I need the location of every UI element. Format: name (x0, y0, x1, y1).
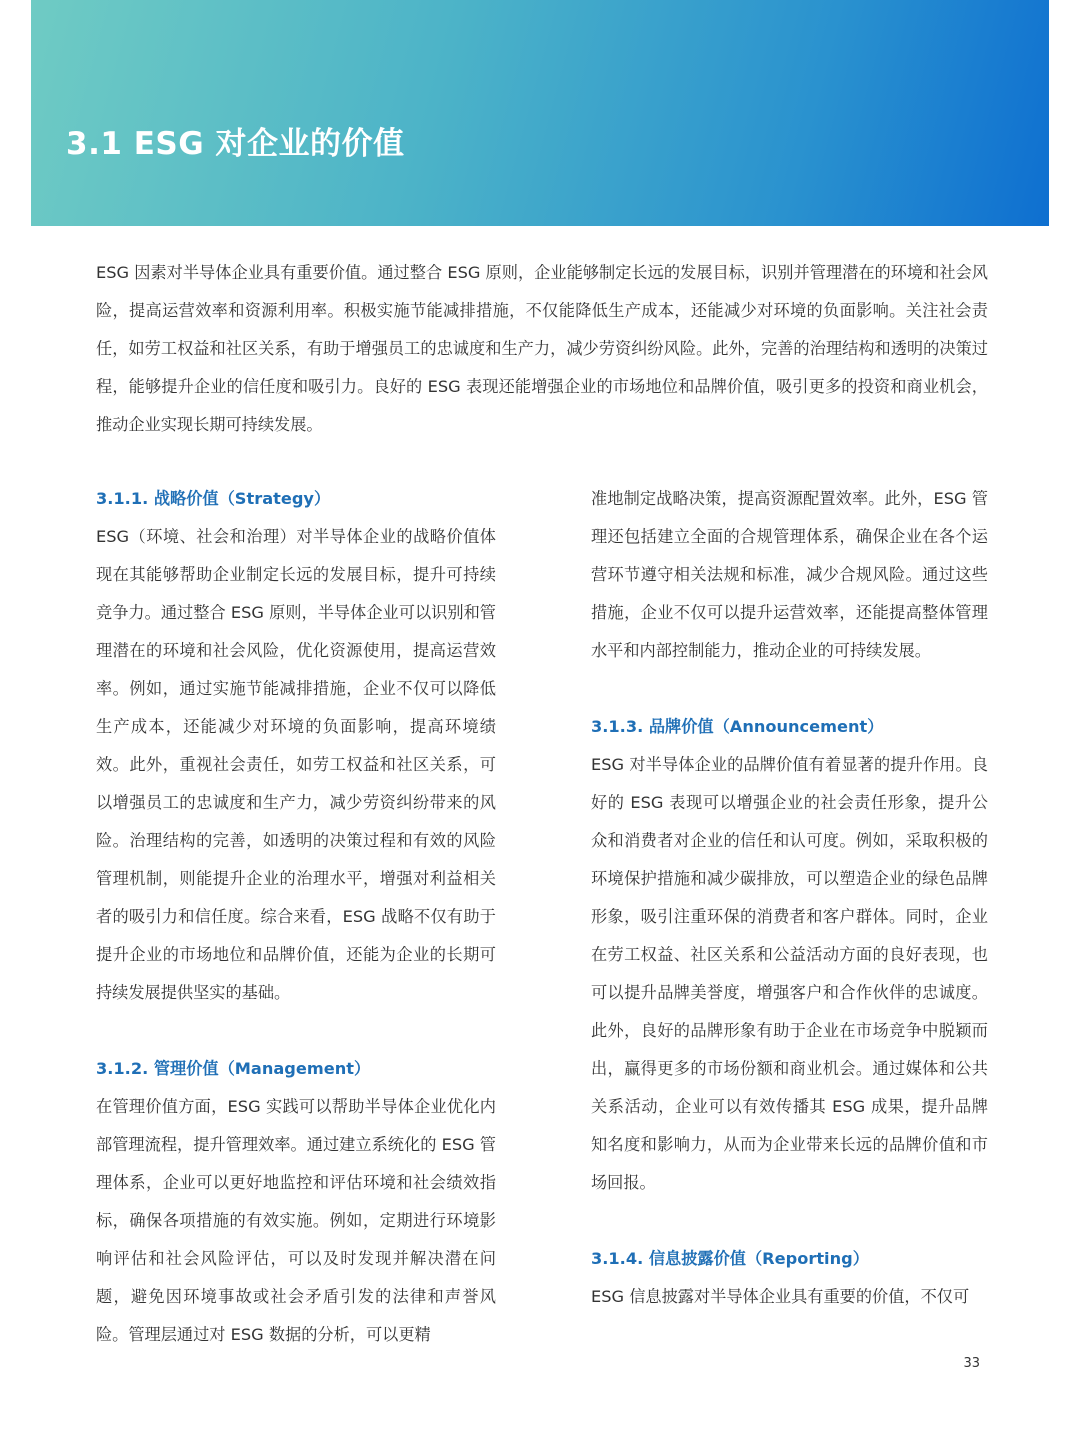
section-body-strategy: ESG（环境、社会和治理）对半导体企业的战略价值体现在其能够帮助企业制定长远的发展目标，提升可持续竞争力。通过整合 ESG 原则，半导体企业可以识别和管理潜在的环境和社会风险，优化资源使用，提高运营效率。例如，通过实施节能减排措施，企业不仅可以降低生产成本，还能减少对环境的负面影响，提高环境绩效。此外，重视社会责任，如劳工权益和社区关系，可以增强员工的忠诚度和生产力，减少劳资纠纷带来的风险。治理结构的完善，如透明的决策过程和有效的风险管理机制，则能提升企业的治理水平，增强对利益相关者的吸引力和信任度。综合来看，ESG 战略不仅有助于提升企业的市场地位和品牌价值，还能为企业的长期可持续发展提供坚实的基础。 (96, 527, 496, 1002)
section-heading-brand: 3.1.3. 品牌价值（Announcement） (591, 717, 884, 736)
section-heading-strategy: 3.1.1. 战略价值（Strategy） (96, 489, 331, 508)
intro-paragraph: ESG 因素对半导体企业具有重要价值。通过整合 ESG 原则，企业能够制定长远的发展目标，识别并管理潜在的环境和社会风险，提高运营效率和资源利用率。积极实施节能减排措施，不仅能降低生产成本，还能减少对环境的负面影响。关注社会责任，如劳工权益和社区关系，有助于增强员工的忠诚度和生产力，减少劳资纠纷风险。此外，完善的治理结构和透明的决策过程，能够提升企业的信任度和吸引力。良好的 ESG 表现还能增强企业的市场地位和品牌价值，吸引更多的投资和商业机会，推动企业实现长期可持续发展。 (96, 263, 988, 434)
page-number: 33 (963, 1356, 980, 1371)
page-title: 3.1 ESG 对企业的价值 (66, 126, 405, 162)
section-body-management: 在管理价值方面，ESG 实践可以帮助半导体企业优化内部管理流程，提升管理效率。通过建立系统化的 ESG 管理体系，企业可以更好地监控和评估环境和社会绩效指标，确保各项措施的有效实施。例如，定期进行环境影响评估和社会风险评估，可以及时发现并解决潜在问题，避免因环境事故或社会矛盾引发的法律和声誉风险。管理层通过对 ESG 数据的分析，可以更精 (96, 1097, 496, 1344)
section-heading-reporting: 3.1.4. 信息披露价值（Reporting） (591, 1249, 869, 1268)
section-body-management-continued: 准地制定战略决策，提高资源配置效率。此外，ESG 管理还包括建立全面的合规管理体系，确保企业在各个运营环节遵守相关法规和标准，减少合规风险。通过这些措施，企业不仅可以提升运营效率，还能提高整体管理水平和内部控制能力，推动企业的可持续发展。 (591, 489, 988, 660)
right-column (591, 480, 988, 1316)
section-body-reporting: ESG 信息披露对半导体企业具有重要的价值，不仅可 (591, 1287, 970, 1306)
section-heading-management: 3.1.2. 管理价值（Management） (96, 1059, 371, 1078)
section-body-brand: ESG 对半导体企业的品牌价值有着显著的提升作用。良好的 ESG 表现可以增强企业的社会责任形象，提升公众和消费者对企业的信任和认可度。例如，采取积极的环境保护措施和减少碳排放，可以塑造企业的绿色品牌形象，吸引注重环保的消费者和客户群体。同时，企业在劳工权益、社区关系和公益活动方面的良好表现，也可以提升品牌美誉度，增强客户和合作伙伴的忠诚度。此外，良好的品牌形象有助于企业在市场竞争中脱颖而出，赢得更多的市场份额和商业机会。通过媒体和公共关系活动，企业可以有效传播其 ESG 成果，提升品牌知名度和影响力，从而为企业带来长远的品牌价值和市场回报。 (591, 755, 988, 1192)
left-column (96, 480, 496, 1354)
title-banner (31, 0, 1049, 226)
